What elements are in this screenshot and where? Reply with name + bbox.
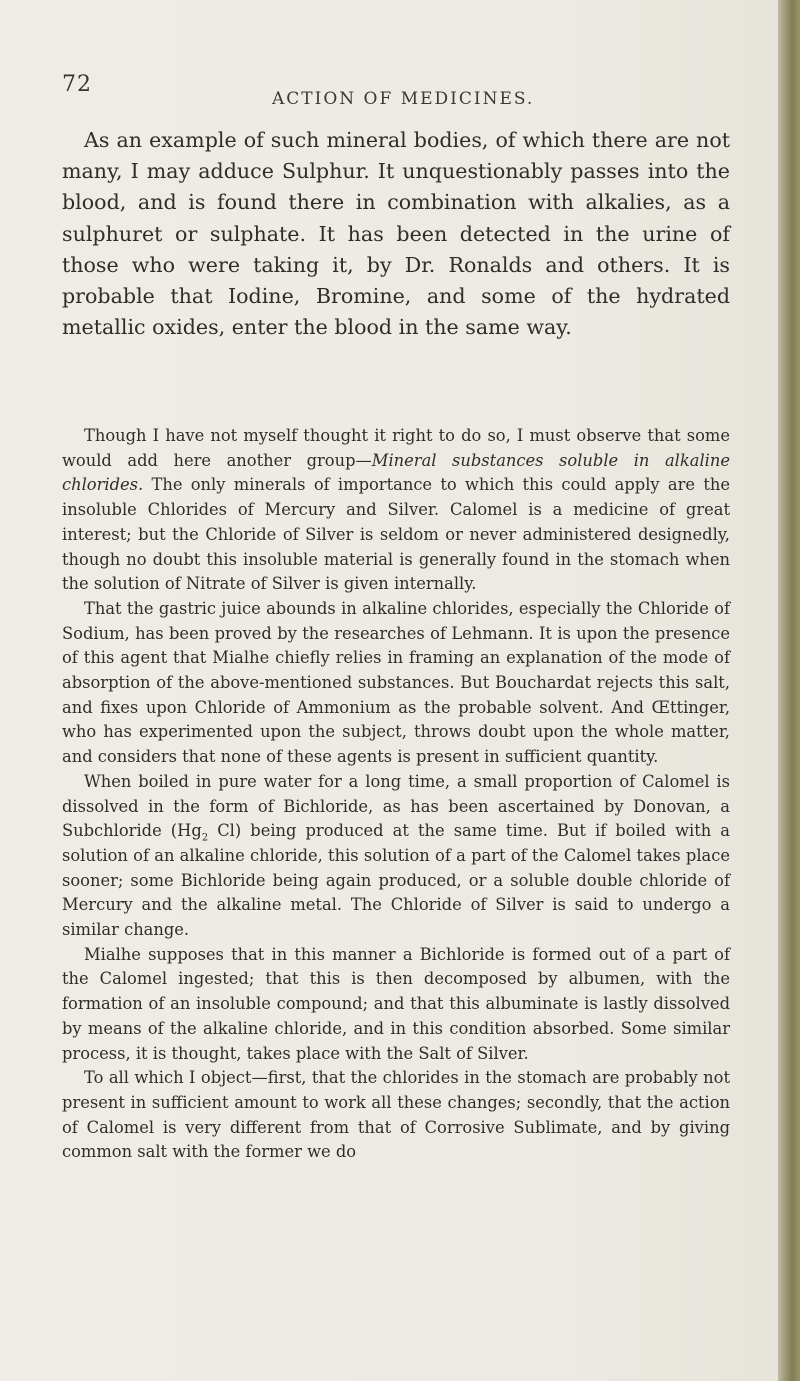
note-paragraph-1 (62, 424, 730, 597)
note-paragraph-3 (62, 770, 730, 943)
page-binding-edge (778, 0, 800, 1381)
page-number: 72 (62, 72, 92, 97)
note-section (62, 424, 730, 1165)
note-paragraph-1-italic: Mineral substances soluble in alkaline chlorides. (62, 450, 730, 495)
intro-paragraph: As an example of such mineral bodies, of which there are not many, I may adduce Sulphur. It unquestionably passes into the blood, and is found there in combination with alkalies, as a sulphuret or sulphate. It has been detected in the urine of those who were taking it, by Dr. Ronalds and others. It is probable that Iodine, Bromine, and some of the hydrated metallic oxides, enter the blood in the same way. (62, 128, 730, 340)
note-paragraph-1-text-a: Though I have not myself thought it right to do so, I must observe that some would add here another group— (62, 426, 730, 470)
note-paragraph-3-text-a: When boiled in pure water for a long time, a small proportion of Calomel is dissolved in the form of Bichloride, as has been ascertained by Donovan, a Subchloride (Hg (62, 771, 730, 841)
formula-subscript: 2 (201, 832, 209, 844)
note-paragraph-2: That the gastric juice abounds in alkaline chlorides, especially the Chloride of Sodium, has been proved by the researches of Lehmann. It is upon the presence of this agent that Mialhe chiefly relies in framing an explanation of the mode of absorption of the above-mentioned substances. But Bouchardat rejects this salt, and fixes upon Chloride of Ammonium as the probable solvent. And Œttinger, who has experimented upon the subject, throws doubt upon the whole matter, and considers that none of these agents is present in sufficient quantity. (62, 598, 730, 767)
page-header (62, 72, 732, 112)
note-paragraph-1-text-b: The only minerals of importance to which this could apply are the insoluble Chlorides of Mercury and Silver. Calomel is a medicine of great interest; but the Chloride of Silver is seldom or never administered designedly, though no doubt this insoluble material is generally found in the stomach when the solution of Nitrate of Silver is given internally. (62, 475, 730, 594)
note-paragraph-4: Mialhe supposes that in this manner a Bichloride is formed out of a part of the Calomel ingested; that this is then decomposed by albumen, with the formation of an insoluble compound; and that this albuminate is lastly dissolved by means of the alkaline chloride, and in this condition absorbed. Some similar process, it is thought, takes place with the Salt of Silver. (62, 944, 730, 1063)
running-head: ACTION OF MEDICINES. (272, 89, 535, 109)
note-paragraph-5: To all which I object—first, that the chlorides in the stomach are probably not present in sufficient amount to work all these changes; secondly, that the action of Calomel is very different from that of Corrosive Sublimate, and by giving common salt with the former we do (62, 1068, 730, 1162)
note-paragraph-3-text-b: Cl) being produced at the same time. But if boiled with a solution of an alkaline chloride, this solution of a part of the Calomel takes place sooner; some Bichloride being again produced, or a soluble double chloride of Mercury and the alkaline metal. The Chloride of Silver is said to undergo a similar change. (62, 821, 731, 940)
